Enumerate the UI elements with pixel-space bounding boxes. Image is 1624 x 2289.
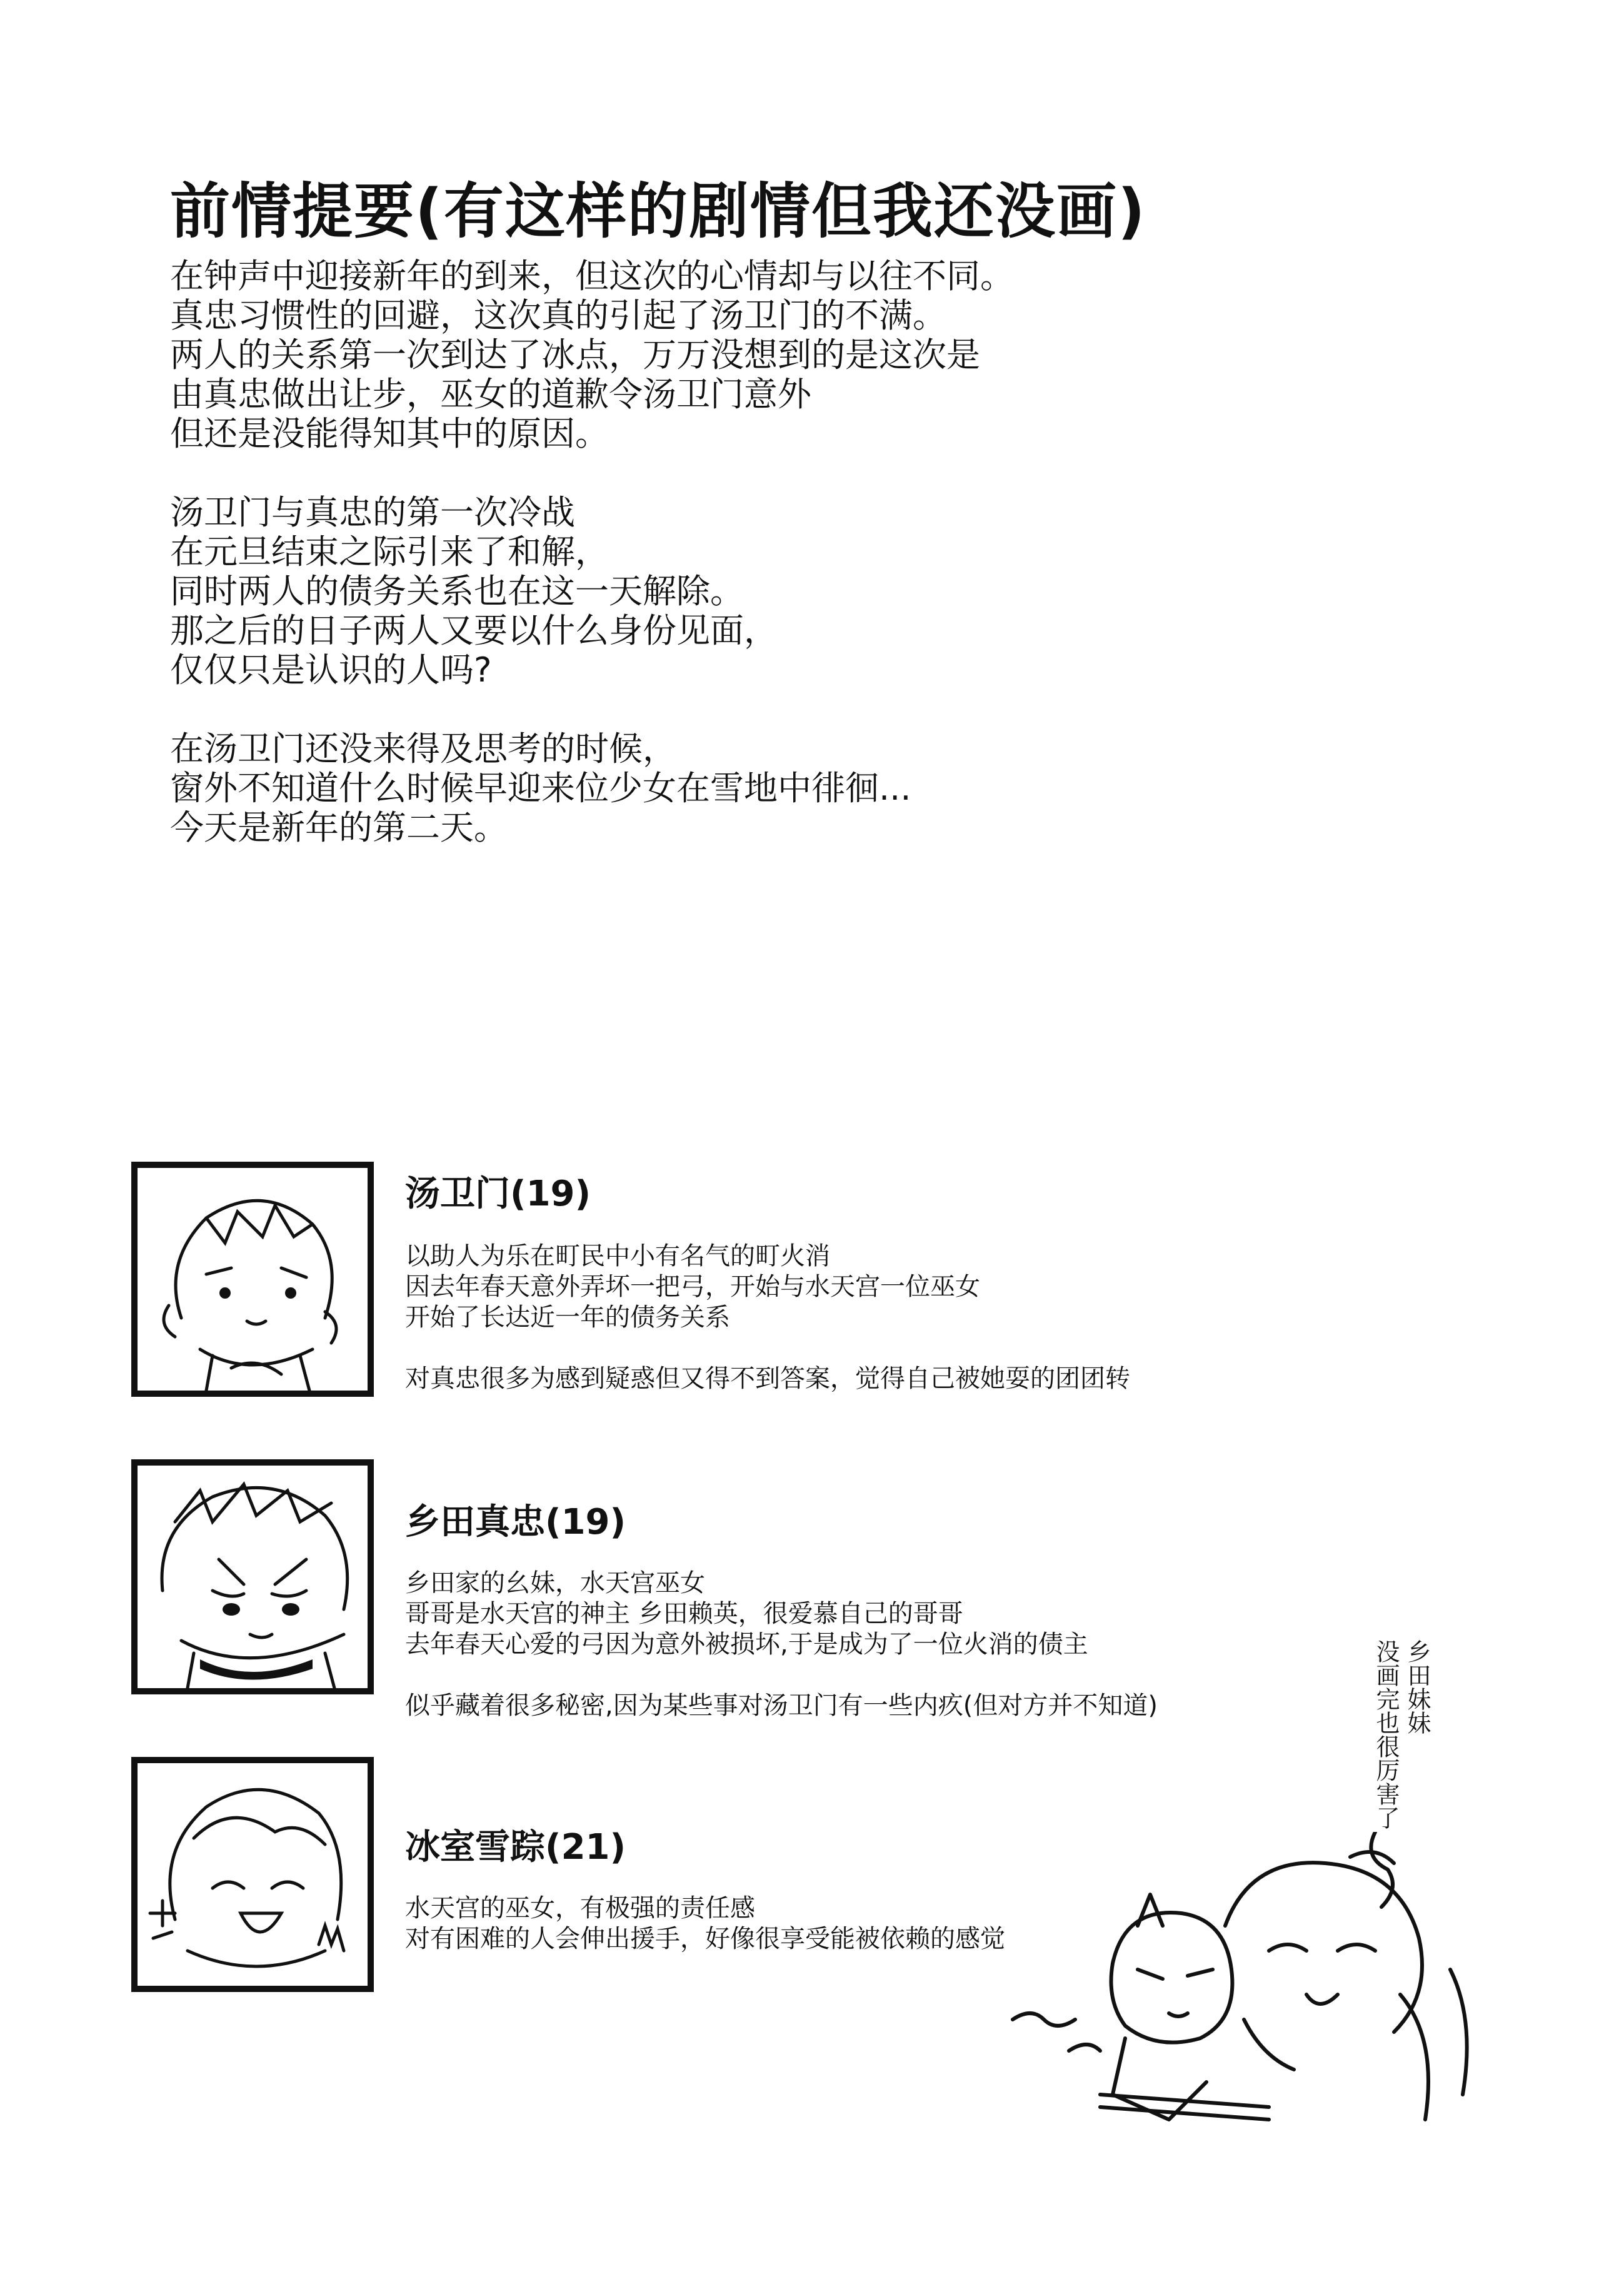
intro-line: 但还是没能得知其中的原因。 (170, 414, 609, 453)
intro-paragraph (170, 256, 1014, 453)
page-title: 前情提要(有这样的剧情但我还没画) (170, 176, 1146, 246)
description-gap (405, 1660, 1158, 1691)
character-description (405, 1241, 1130, 1394)
description-line: 似乎藏着很多秘密,因为某些事对汤卫门有一些内疚(但对方并不知道) (405, 1691, 1158, 1720)
intro-line: 窗外不知道什么时候早迎来位少女在雪地中徘徊... (170, 768, 911, 808)
description-line: 哥哥是水天宫的神主 乡田赖英，很爱慕自己的哥哥 (405, 1599, 963, 1628)
intro-line: 在钟声中迎接新年的到来，但这次的心情却与以往不同。 (170, 256, 1014, 296)
side-note-column: 没画完也很厉害了 (1372, 1639, 1400, 1829)
character-name: 冰室雪踪(21) (405, 1827, 626, 1868)
description-line: 对真忠很多为感到疑惑但又得不到答案，觉得自己被她耍的团团转 (405, 1364, 1130, 1393)
intro-line: 仅仅只是认识的人吗? (170, 650, 492, 690)
intro-line: 由真忠做出让步，巫女的道歉令汤卫门意外 (170, 375, 811, 414)
sketch-face-icon (138, 1168, 368, 1391)
intro-line: 同时两人的债务关系也在这一天解除。 (170, 571, 744, 611)
intro-line: 那之后的日子两人又要以什么身份见面， (170, 611, 778, 650)
intro-line: 在元旦结束之际引来了和解， (170, 532, 609, 571)
description-line: 开始了长达近一年的债务关系 (405, 1303, 730, 1332)
side-note-column: 乡田妹妹 (1403, 1639, 1431, 1734)
description-line: 以助人为乐在町民中小有名气的町火消 (405, 1242, 830, 1270)
side-note (1372, 1639, 1435, 1846)
description-line: 对有困难的人会伸出援手，好像很享受能被依赖的感觉 (405, 1924, 1005, 1953)
character-name: 乡田真忠(19) (405, 1502, 626, 1542)
intro-line: 真忠习惯性的回避，这次真的引起了汤卫门的不满。 (170, 296, 946, 335)
chibi-doodle-icon (1000, 1832, 1500, 2132)
description-line: 水天宫的巫女，有极强的责任感 (405, 1894, 755, 1923)
character-name: 汤卫门(19) (405, 1174, 591, 1214)
intro-line: 在汤卫门还没来得及思考的时候， (170, 729, 676, 768)
portrait-character-2 (131, 1459, 374, 1694)
portrait-character-1 (131, 1162, 374, 1397)
intro-line: 今天是新年的第二天。 (170, 808, 508, 847)
intro-line: 汤卫门与真忠的第一次冷战 (170, 493, 575, 532)
description-line: 去年春天心爱的弓因为意外被损坏,于是成为了一位火消的债主 (405, 1630, 1088, 1659)
description-line: 因去年春天意外弄坏一把弓，开始与水天宫一位巫女 (405, 1272, 980, 1301)
intro-text (170, 256, 1014, 887)
description-gap (405, 1333, 1130, 1364)
character-description (405, 1568, 1158, 1721)
intro-paragraph (170, 729, 1014, 847)
description-line: 乡田家的幺妹，水天宫巫女 (405, 1569, 705, 1597)
intro-paragraph (170, 493, 1014, 690)
character-description (405, 1893, 1005, 1954)
portrait-character-3 (131, 1757, 374, 1992)
sketch-face-icon (138, 1763, 368, 1986)
sketch-face-icon (138, 1466, 368, 1688)
intro-line: 两人的关系第一次到达了冰点，万万没想到的是这次是 (170, 335, 980, 375)
